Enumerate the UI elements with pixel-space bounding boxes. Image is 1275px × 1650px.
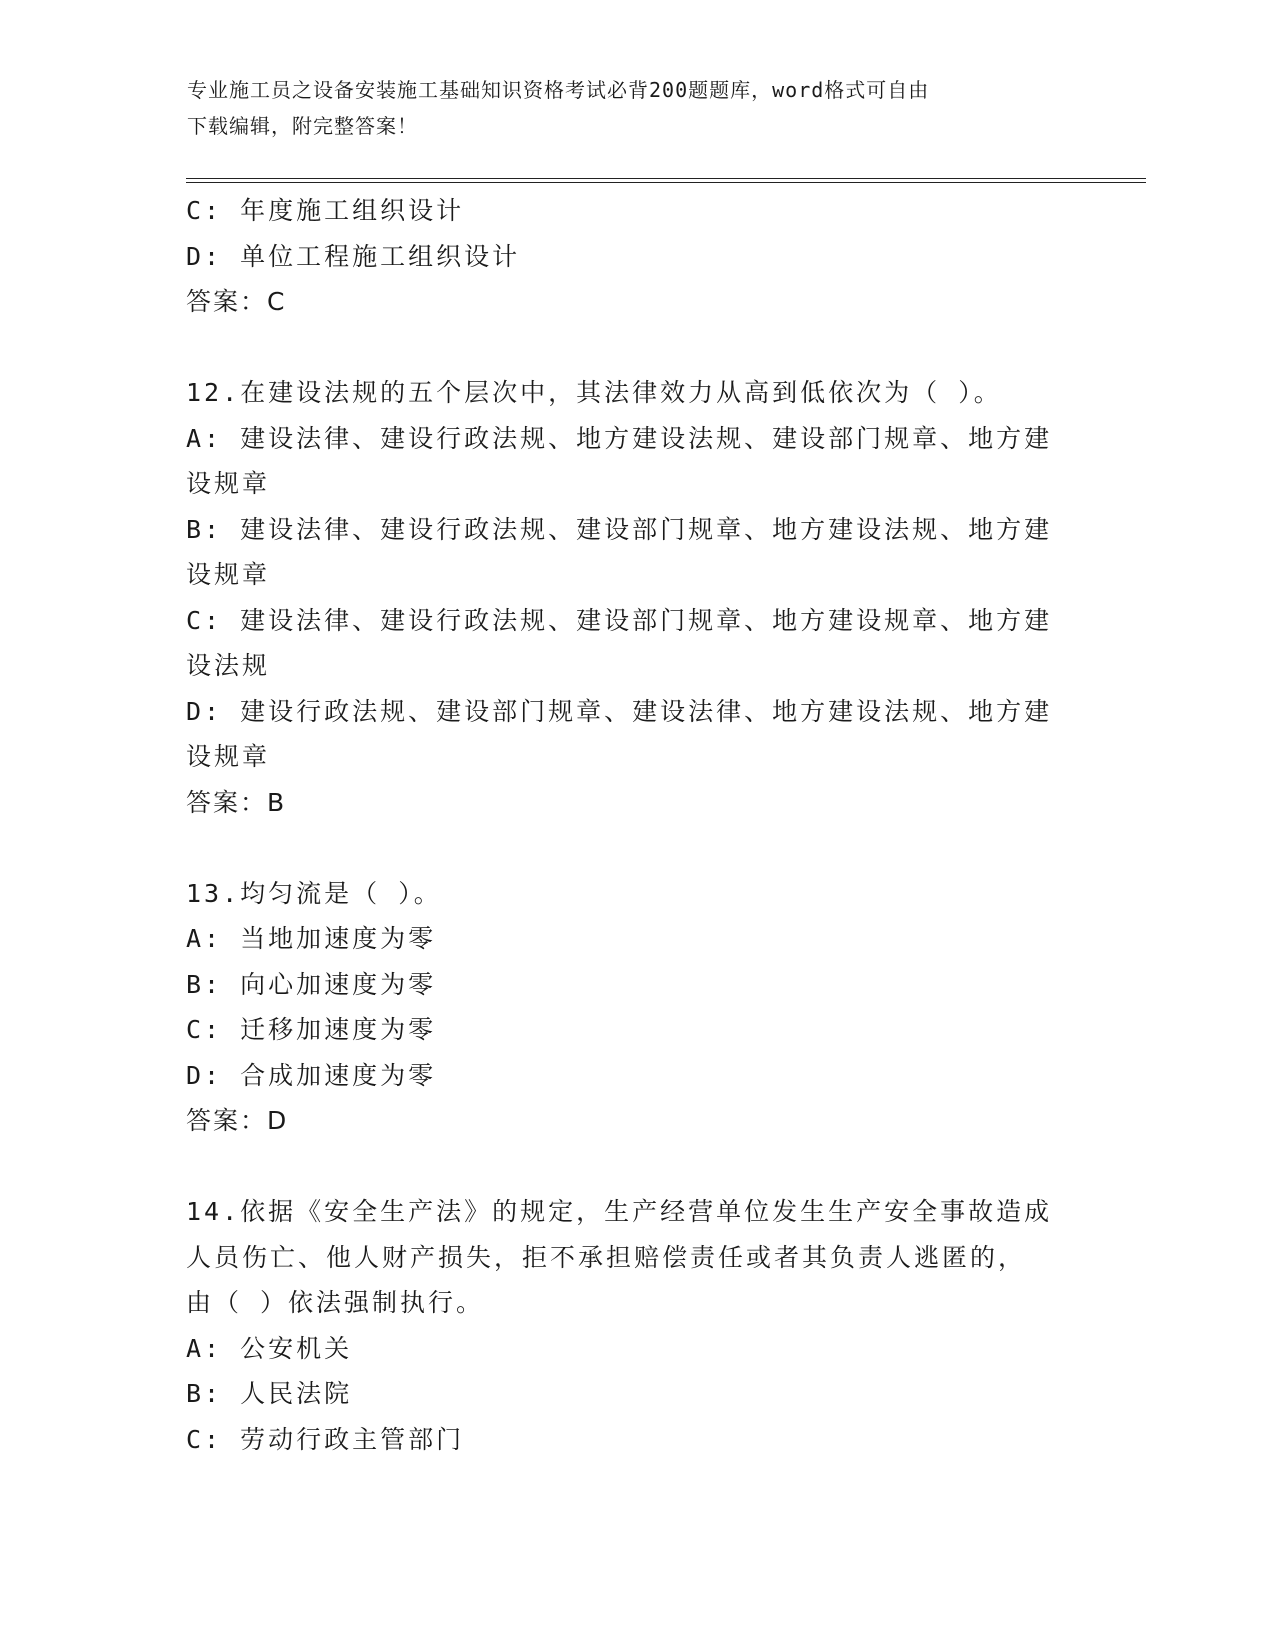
option-d-line-1: D: 建设行政法规、建设部门规章、建设法律、地方建设法规、地方建 (186, 696, 1053, 726)
question-stem: 12.在建设法规的五个层次中，其法律效力从高到低依次为（ ）。 (186, 378, 1002, 407)
option-b-line-1: B: 建设法律、建设行政法规、建设部门规章、地方建设法规、地方建 (186, 514, 1053, 544)
option-d: D: 单位工程施工组织设计 (186, 241, 521, 271)
option-a: A: 公安机关 (186, 1333, 353, 1363)
question-stem-line-3: 由（ ）依法强制执行。 (186, 1288, 485, 1317)
question-12 (186, 370, 1066, 825)
answer: 答案：C (186, 287, 287, 316)
option-c-line-1: C: 建设法律、建设行政法规、建设部门规章、地方建设规章、地方建 (186, 605, 1053, 635)
option-c: C: 年度施工组织设计 (186, 196, 465, 225)
spacer (186, 825, 1066, 871)
question-content (186, 188, 1066, 1462)
option-a-line-1: A: 建设法律、建设行政法规、地方建设法规、建设部门规章、地方建 (186, 423, 1053, 453)
answer: 答案：B (186, 787, 287, 817)
question-stem: 13.均匀流是（ ）。 (186, 878, 442, 908)
option-b-line-2: 设规章 (186, 560, 271, 589)
spacer (186, 325, 1066, 371)
document-header (187, 72, 1067, 144)
question-11-tail (186, 188, 1066, 325)
question-stem-line-1: 14.依据《安全生产法》的规定，生产经营单位发生生产安全事故造成 (186, 1197, 1053, 1226)
option-d-line-2: 设规章 (186, 742, 271, 771)
question-stem-line-2: 人员伤亡、他人财产损失，拒不承担赔偿责任或者其负责人逃匿的， (186, 1242, 1027, 1272)
option-c: C: 迁移加速度为零 (186, 1015, 437, 1044)
option-b: B: 向心加速度为零 (186, 969, 437, 999)
header-divider-bottom (186, 182, 1146, 183)
header-line-1: 专业施工员之设备安装施工基础知识资格考试必背200题题库，word格式可自由 (187, 78, 930, 102)
option-c: C: 劳动行政主管部门 (186, 1424, 465, 1454)
spacer (186, 1144, 1066, 1190)
option-d: D: 合成加速度为零 (186, 1060, 437, 1090)
answer: 答案：D (186, 1106, 289, 1135)
question-14 (186, 1189, 1066, 1462)
header-divider-top (186, 178, 1146, 179)
option-a-line-2: 设规章 (186, 469, 271, 498)
question-13 (186, 871, 1066, 1144)
header-line-2: 下载编辑，附完整答案！ (187, 114, 418, 138)
option-a: A: 当地加速度为零 (186, 924, 437, 953)
option-c-line-2: 设法规 (186, 651, 271, 680)
option-b: B: 人民法院 (186, 1379, 353, 1408)
